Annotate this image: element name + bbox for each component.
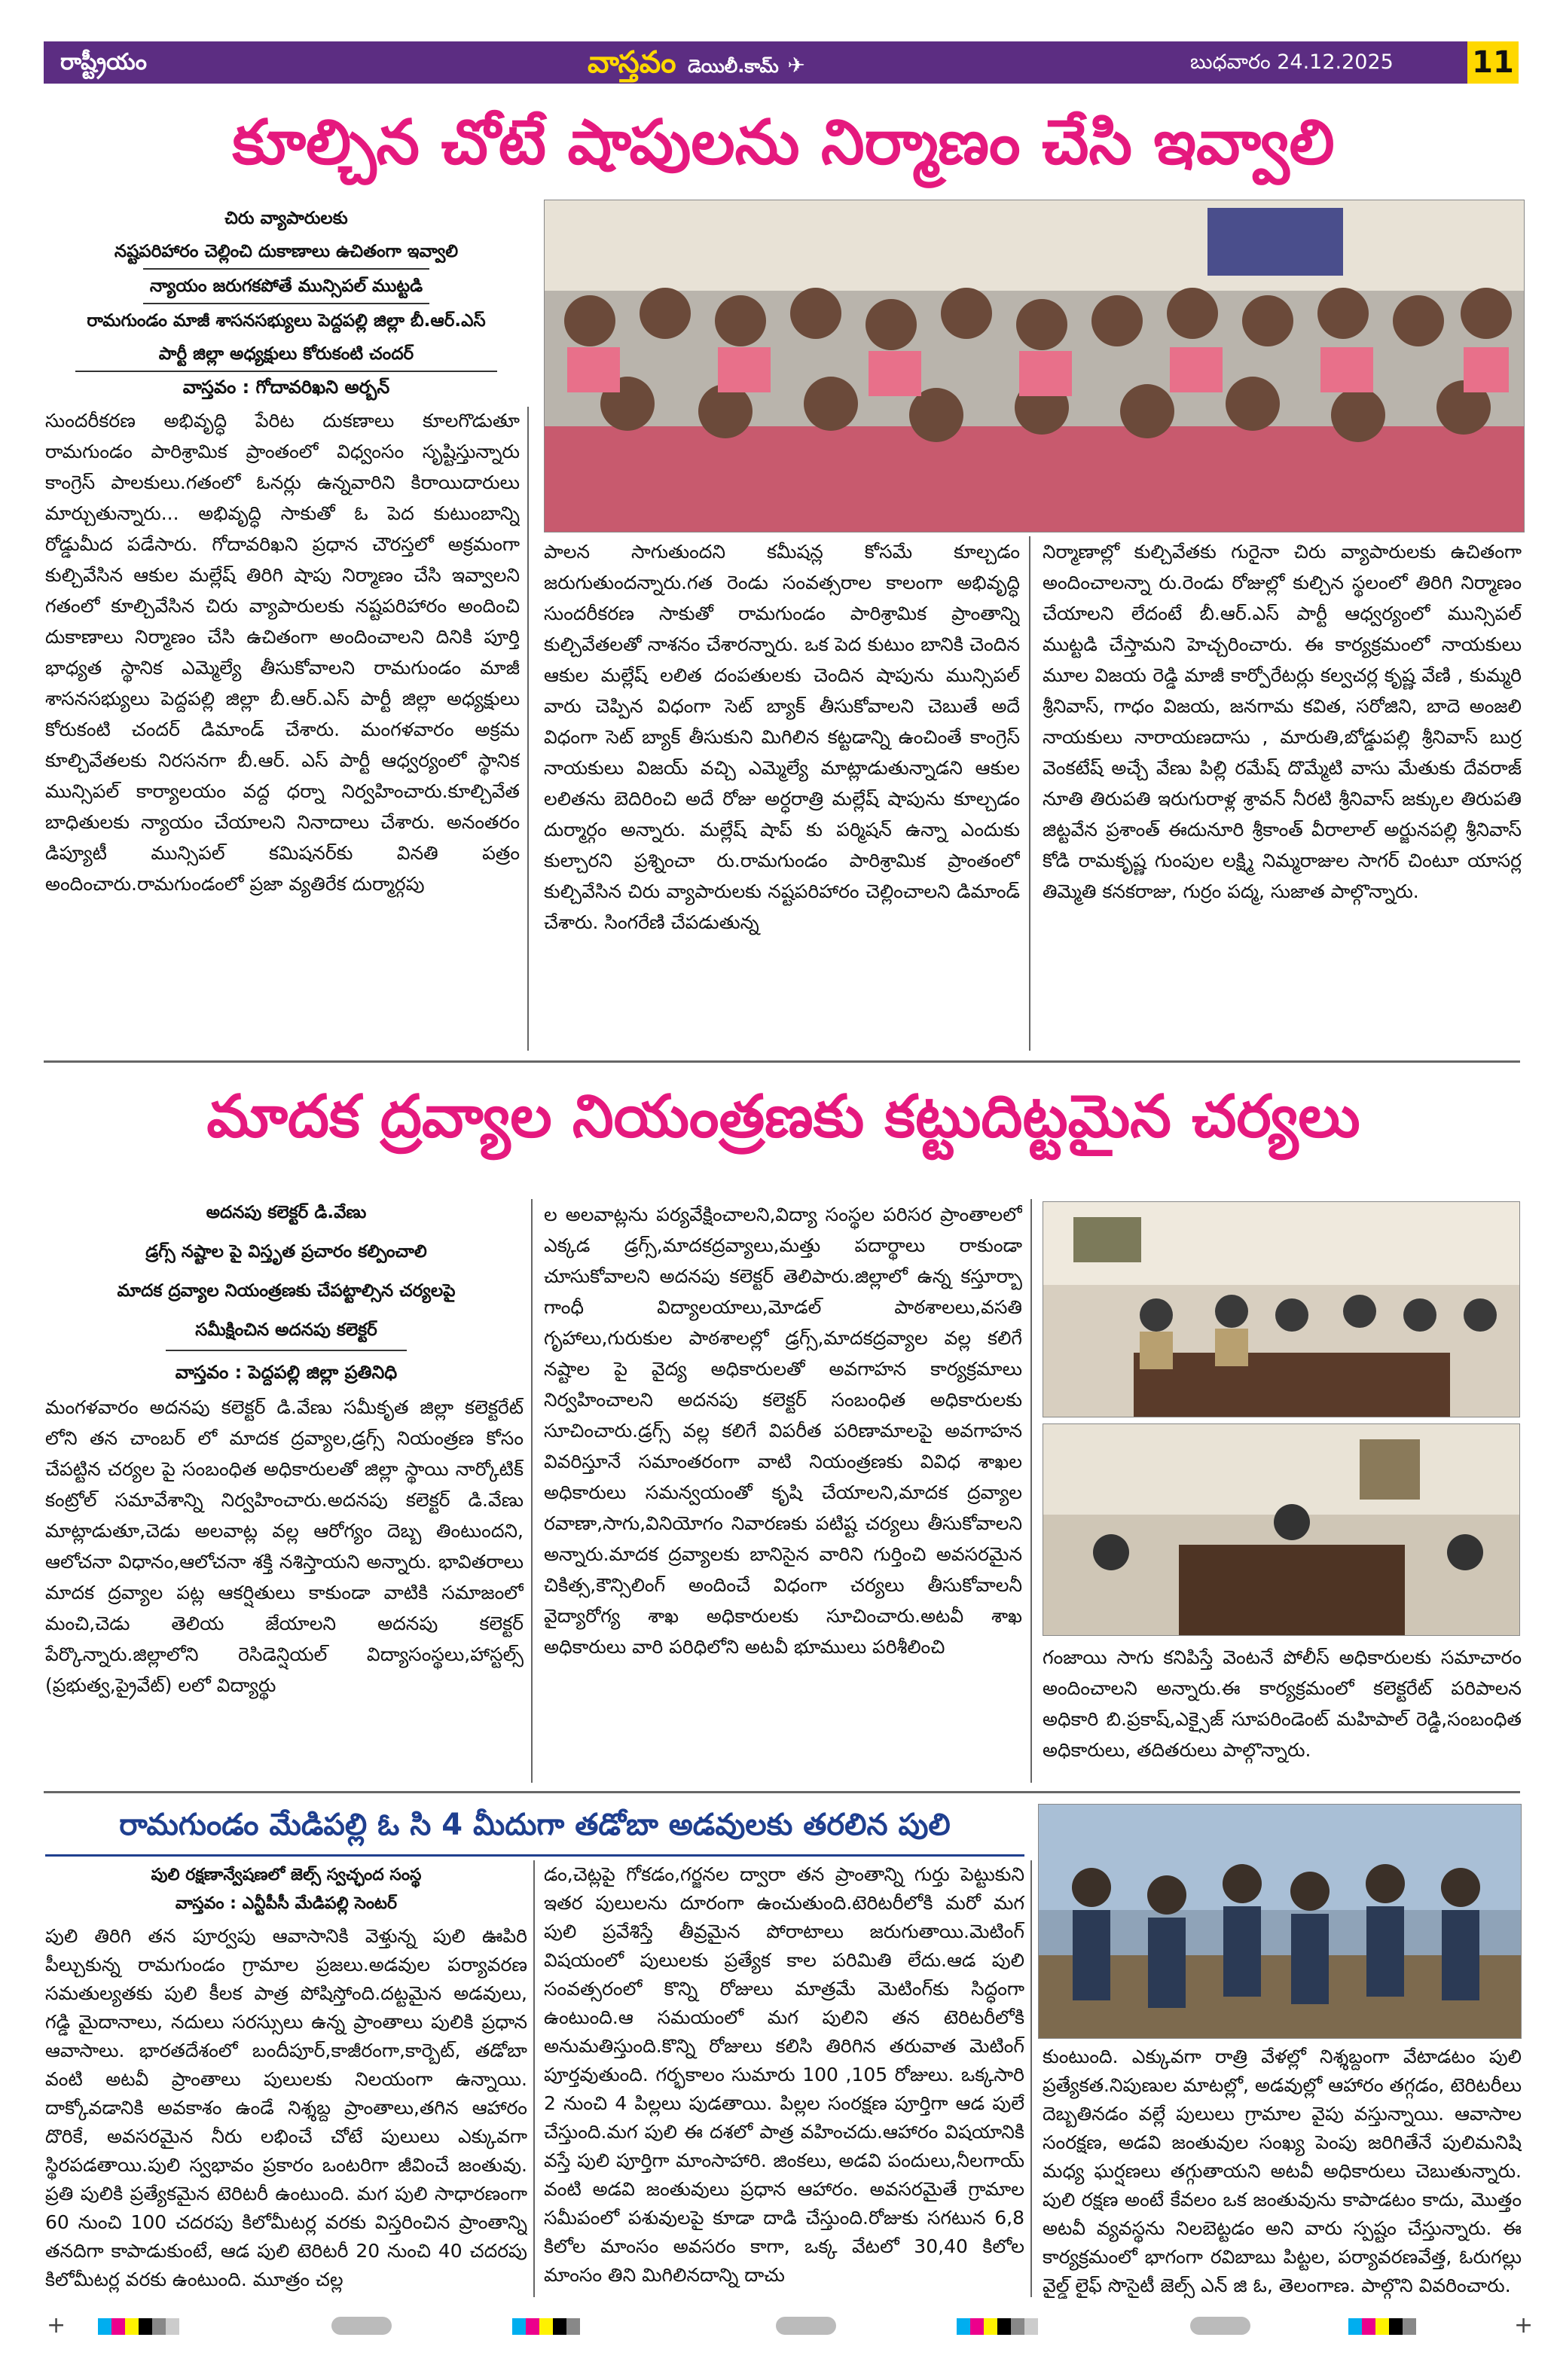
color-bar	[957, 2318, 1038, 2335]
masthead-suffix: డెయిలీ.కామ్	[688, 56, 779, 77]
divider	[531, 1199, 533, 1783]
color-bar	[1348, 2318, 1416, 2335]
article1-subheads	[45, 202, 527, 372]
article3-column-3	[1043, 2043, 1522, 2299]
meeting-room-photo	[1043, 1201, 1520, 1417]
article1-headline: కూల్చిన చోటే షాపులను నిర్మాణం చేసి ఇవ్వాలి	[232, 107, 1335, 178]
forest-team-art	[1039, 1805, 1521, 2038]
article3-col1-text: పులి తిరిగి తన పూర్వపు ఆవాసానికి వెళ్తున్న పులి ఊపిరి పీల్చుకున్న రామగుండం గ్రామాల ప్రజలు.అడవుల పర్యావరణ సమతుల్యతకు పులి కీలక పాత్ర పోషిస్తోంది.దట్టమైన అడవులు, గడ్డి మైదానాలు, నదులు సరస్సులు ఉన్న ప్రాంతాలు పులికి ప్రధాన ఆవాసాలు. భారతదేశంలో బందీపూర్,కాజీరంగా,కార్బెట్, తడోబా వంటి అటవీ ప్రాంతాలు పులులకు నిలయంగా ఉన్నాయి. దాక్కోవడానికి అవకాశం ఉండే నిశ్శబ్ద ప్రాంతాలు,తగిన ఆహారం దొరికే, అవసరమైన నీరు లభించే చోటే పులులు ఎక్కువగా స్థిరపడతాయి.పులి స్వభావం ప్రకారం ఒంటరిగా జీవించే జంతువు. ప్రతి పులికి ప్రత్యేకమైన టెరిటరీ ఉంటుంది. మగ పులి సాధారణంగా 60 నుంచి 100 చదరపు కిలోమీటర్ల వరకు విస్తరించిన ప్రాంతాన్ని తనదిగా కాపాడుకుంటే, ఆడ పులి టెరిటరీ 20 నుంచి 40 చదరపు కిలోమీటర్ల వరకు ఉంటుంది. మూత్రం చల్ల	[45, 1925, 527, 2290]
article3-col2-text: డం,చెట్లపై గోకడం,గర్జనల ద్వారా తన ప్రాంతాన్ని గుర్తు పెట్టుకుని ఇతర పులులను దూరంగా ఉంచుతుంది.టెరిటరీలోకి మరో మగ పులి ప్రవేశిస్తే తీవ్రమైన పోరాటాలు జరుగుతాయి.మెటింగ్ విషయంలో పులులకు ప్రత్యేక కాల పరిమితి లేదు.ఆడ పులి సంవత్సరంలో కొన్ని రోజులు మాత్రమే మెటింగ్‌కు సిద్ధంగా ఉంటుంది.ఆ సమయంలో మగ పులిని తన టెరిటరీలోకి అనుమతిస్తుంది.కొన్ని రోజులు కలిసి తిరిగిన తరువాత మెటింగ్ పూర్తవుతుంది. గర్భకాలం సుమారు 100 ,105 రోజులు. ఒక్కసారి 2 నుంచి 4 పిల్లలు పుడతాయి. పిల్లల సంరక్షణ పూర్తిగా ఆడ పులే చేస్తుంది.మగ పులి ఈ దశలో పాత్ర వహించదు.ఆహారం విషయానికి వస్తే పులి పూర్తిగా మాంసాహారి. జింకలు, అడవి పందులు,నీలగాయ్ వంటి అడవి జంతువులు ప్రధాన ఆహారం. అవసరమైతే గ్రామాల సమీపంలో పశువులపై కూడా దాడి చేస్తుంది.రోజుకు సగటున 6,8 కిలోల మాంసం అవసరం కాగా, ఒక్క వేటలో 30,40 కిలోల మాంసం తిని మిగిలినదాన్ని దాచు	[544, 1863, 1024, 2286]
collector-chamber-art	[1043, 1424, 1519, 1635]
article3-column-2	[544, 1860, 1024, 2299]
divider	[1030, 1860, 1032, 2297]
protest-photo-art	[545, 200, 1524, 532]
registration-pill	[776, 2317, 836, 2335]
article2-headline: మాదక ద్రవ్యాల నియంత్రణకు కట్టుదిట్టమైన చర్యలు	[206, 1083, 1360, 1151]
article2-dateline: వాస్తవం : పెద్దపల్లి జిల్లా ప్రతినిధి	[175, 1362, 398, 1383]
divider	[44, 1791, 1520, 1793]
subhead-line: సమీక్షించిన అదనపు కలెక్టర్	[166, 1311, 407, 1351]
article3-dateline: వాస్తవం : ఎన్టీపీసీ మేడిపల్లి సెంటర్	[175, 1894, 398, 1913]
article2-column-2	[544, 1199, 1022, 1783]
article1-col2-text: పాలన సాగుతుందని కమీషన్ల కోసమే కూల్చడం జరుగుతుందన్నారు.గత రెండు సంవత్సరాల కాలంగా అభివృద్ధి సుందరీకరణ సాకుతో రామగుండం పారిశ్రామిక ప్రాంతాన్ని కుల్చివేతలతో నాశనం చేశారన్నారు. ఒక పెద కుటుం బానికి చెందిన ఆకుల మల్లేష్ లలిత దంపతులకు చెందిన షాపును మున్సిపల్ వారు చెప్పిన విధంగా సెట్ బ్యాక్ తీసుకోవాలని చెబుతే అదే విధంగా సెట్ బ్యాక్ తీసుకుని మిగిలిన కట్టడాన్ని ఉంచింతే కాంగ్రెస్ నాయకులు విజయ్ వచ్చి ఎమ్మెల్యే మాట్లాడుతున్నాడని ఆకుల లలితను బెదిరించి అదే రోజు అర్ధరాత్రి మల్లేష్ షాపును కూల్చడం దుర్మార్గం అన్నారు. మల్లేష్ షాప్ కు పర్మిషన్ ఉన్నా ఎందుకు కుల్చారని ప్రశ్నించా రు.రామగుండం పారిశ్రామిక ప్రాంతంలో కుల్చివేసిన చిరు వ్యాపారులకు నష్టపరిహారం చెల్లించాలని డిమాండ్ చేశారు. సింగరేణి చేపడుతున్న	[544, 541, 1020, 933]
subhead-line: అదనపు కలెక్టర్ డి.వేణు	[206, 1203, 367, 1222]
divider	[44, 1060, 1520, 1063]
article2-col1-text: మంగళవారం అదనపు కలెక్టర్ డి.వేణు సమీకృత జిల్లా కలెక్టరేట్ లోని తన చాంబర్ లో మాదక ద్రవ్యాల,డ్రగ్స్ నియంత్రణ కోసం చేపట్టిన చర్యల పై సంబంధిత అధికారులతో జిల్లా స్థాయి నార్కోటిక్ కంట్రోల్ సమావేశాన్ని నిర్వహించారు.అదనపు కలెక్టర్ డి.వేణు మాట్లాడుతూ,చెడు అలవాట్ల వల్ల ఆరోగ్యం దెబ్బ తింటుందని, ఆలోచనా విధానం,ఆలోచనా శక్తి నశిస్తాయని అన్నారు. భావితరాలు మాదక ద్రవ్యాల పట్ల ఆకర్షితులు కాకుండా వాటికి సమాజంలో మంచి,చెడు తెలియ జేయాలని అదనపు కలెక్టర్ పేర్కొన్నారు.జిల్లాలోని రెసిడెన్షియల్ విద్యాసంస్థలు,హాస్టల్స్ (ప్రభుత్వ,ప్రైవేట్) లలో విద్యార్థు	[45, 1396, 524, 1696]
color-bar	[98, 2318, 179, 2335]
crosshair-icon: +	[47, 2312, 66, 2339]
collector-chamber-photo	[1043, 1423, 1520, 1636]
divider	[533, 1860, 535, 2297]
article3-column-1	[45, 1922, 527, 2299]
protest-group-photo	[544, 200, 1525, 532]
article1-dateline: వాస్తవం : గోదావరిఖని అర్బన్	[182, 377, 390, 398]
section-label: రాష్ట్రీయం	[60, 49, 147, 75]
article2-column-3	[1043, 1642, 1522, 1783]
subhead-line: నష్టపరిహారం చెల్లించి దుకాణాలు ఉచితంగా ఇవ్వాలి	[114, 242, 459, 261]
divider	[1030, 1199, 1032, 1783]
crosshair-icon: +	[1514, 2312, 1534, 2339]
article2-subheads	[45, 1193, 527, 1351]
article3-col3-text: కుంటుంది. ఎక్కువగా రాత్రి వేళల్లో నిశ్శబ్దంగా వేటాడటం పులి ప్రత్యేకత.నిపుణుల మాటల్లో, అడవుల్లో ఆహారం తగ్గడం, టెరిటరీలు దెబ్బతినడం వల్లే పులులు గ్రామాల వైపు వస్తున్నాయి. ఆవాసాల సంరక్షణ, అడవి జంతువుల సంఖ్య పెంపు జరిగితేనే పులిమనిషి మధ్య ఘర్షణలు తగ్గుతాయని అటవీ అధికారులు చెబుతున్నారు. పులి రక్షణ అంటే కేవలం ఒక జంతువును కాపాడటం కాదు, మొత్తం అటవీ వ్యవస్థను నిలబెట్టడం అని వారు స్పష్టం చేస్తున్నారు. ఈ కార్యక్రమంలో భాగంగా రవిబాబు పిట్టల, పర్యావరణవేత్త, ఓరుగల్లు వైల్డ్ లైఫ్ సొసైటీ జెల్స్ ఎన్ జి ఓ, తెలంగాణ. పాల్గొని వివరించారు.	[1043, 2046, 1522, 2296]
article1-column-3	[1043, 536, 1522, 1053]
issue-date: బుధవారం 24.12.2025	[1190, 50, 1394, 74]
divider	[1029, 536, 1030, 1051]
article1-column-2	[544, 536, 1020, 1053]
subhead-line: రామగుండం మాజీ శాసనసభ్యులు పెద్దపల్లి జిల్లా బీ.ఆర్.ఎస్	[87, 311, 486, 331]
registration-pill	[1190, 2317, 1250, 2335]
bird-icon: ✈	[787, 53, 805, 78]
article1-col1-text: సుందరీకరణ అభివృద్ధి పేరిట దుకణాలు కూలగొడుతూ రామగుండం పారిశ్రామిక ప్రాంతంలో విధ్వంసం సృష్టిస్తున్నారు కాంగ్రెస్ పాలకులు.గతంలో ఓనర్లు ఉన్నవారిని కిరాయిదారులు మార్చుతున్నారు... అభివృద్ధి సాకుతో ఓ పెద కుటుంబాన్ని రోడ్డుమీద పడేసారు. గోదావరిఖని ప్రధాన చౌరస్తలో అక్రమంగా కుల్చివేసిన ఆకుల మల్లేష్ తిరిగి షాపు నిర్మాణం చేసి ఇవ్వాలని గతంలో కూల్చివేసిన చిరు వ్యాపారులకు నష్టపరిహారం అందించి దుకాణాలు నిర్మాణం చేసి ఉచితంగా అందించాలని దినికి పూర్తి భాధ్యత స్థానిక ఎమ్మెల్యే తీసుకోవాలని రామగుండం మాజీ శాసనసభ్యులు పెద్దపల్లి జిల్లా బీ.ఆర్.ఎస్ పార్టీ జిల్లా అధ్యక్షులు కోరుకంటి చందర్ డిమాండ్ చేశారు. మంగళవారం అక్రమ కూల్చివేతలకు నిరసనగా బీ.ఆర్. ఎస్ పార్టీ ఆధ్వర్యంలో స్థానిక మున్సిపల్ కార్యాలయం వద్ద ధర్నా నిర్వహించారు.కూల్చివేత బాధితులకు న్యాయం చేయాలని నినాదాలు చేశారు. అనంతరం డిప్యూటీ మున్సిపల్ కమిషనర్‌కు వినతి పత్రం అందించారు.రామగుండంలో ప్రజా వ్యతిరేక దుర్మార్గపు	[45, 410, 520, 895]
headline-underline	[45, 1854, 1024, 1857]
forest-team-photo	[1038, 1804, 1522, 2039]
article2-column-1	[45, 1392, 524, 1783]
article1-col3-text: నిర్మాణాల్లో కుల్చివేతకు గురైనా చిరు వ్యాపారులకు ఉచితంగా అందించాలన్నా రు.రెండు రోజుల్లో కుల్చిన స్థలంలో తిరిగి నిర్మాణం చేయాలని లేదంటే బీ.ఆర్.ఎస్ పార్టీ ఆధ్వర్యంలో మున్సిపల్ ముట్టడి చేస్తామని హెచ్చరించారు. ఈ కార్యక్రమంలో నాయకులు మూల విజయ రెడ్డి మాజీ కార్పోరేటర్లు కల్వచర్ల కృష్ణ వేణి , కుమ్మరి శ్రీనివాస్, గాధం విజయ, జనగామ కవిత, సరోజిని, బాదె అంజలి నాయకులు నారాయణదాసు , మారుతి,బోడ్డుపల్లి శ్రీనివాస్ బుర్ర వెంకటేష్ అచ్చే వేణు పిల్లి రమేష్ దొమ్మేటి వాసు మేతుకు దేవరాజ్ నూతి తిరుపతి ఇరుగురాళ్ల శ్రావన్ నీరటి శ్రీనివాస్ జక్కుల తిరుపతి జిట్టవేన ప్రశాంత్ ఈదునూరి శ్రీకాంత్ వీరాలాల్ అర్జునపల్లి శ్రీనివాస్ కోడి రామకృష్ణ గుంపుల లక్ష్మి నిమ్మరాజుల సాగర్ చింటూ యాసర్ల తిమ్మెతి కనకరాజు, గుర్రం పద్మ, సుజాత పాల్గొన్నారు.	[1043, 541, 1522, 902]
subhead-line: చిరు వ్యాపారులకు	[224, 209, 348, 228]
article2-col3-text: గంజాయి సాగు కనిపిస్తే వెంటనే పోలీస్ అధికారులకు సమాచారం అందించాలని అన్నారు.ఈ కార్యక్రమంలో కలెక్టరేట్ పరిపాలన అధికారి బి.ప్రకాష్,ఎక్సైజ్ సూపరిండెంట్ మహిపాల్ రెడ్డి,సంబంధిత అధికారులు, తదితరులు పాల్గొన్నారు.	[1043, 1646, 1522, 1761]
article3-headline: రామగుండం మేడిపల్లి ఓ సి 4 మీదుగా తడోబా అడవులకు తరలిన పులి	[119, 1808, 951, 1842]
meeting-room-art	[1043, 1202, 1519, 1417]
article3-subhead: పులి రక్షణాన్వేషణలో జెల్స్ స్వచ్ఛంద సంస్థ	[151, 1866, 422, 1884]
masthead-title: వాస్తవం	[588, 45, 676, 80]
subhead-line: మాదక ద్రవ్యాల నియంత్రణకు చేపట్టాల్సిన చర్యలపై	[117, 1281, 456, 1301]
page-number: 11	[1467, 41, 1519, 84]
subhead-line: పార్టీ జిల్లా అధ్యక్షులు కోరుకంటి చందర్	[75, 337, 497, 372]
divider	[527, 407, 529, 1051]
subhead-line: న్యాయం జరుగకపోతే మున్సిపల్ ముట్టడి	[143, 268, 429, 304]
article1-column-1	[45, 405, 520, 1053]
color-bar	[512, 2318, 580, 2335]
registration-pill	[331, 2317, 392, 2335]
article2-col2-text: ల అలవాట్లను పర్యవేక్షించాలని,విద్యా సంస్థల పరిసర ప్రాంతాలలో ఎక్కడ డ్రగ్స్,మాదకద్రవ్యాలు,మత్తు పదార్థాలు రాకుండా చూసుకోవాలని అదనపు కలెక్టర్ తెలిపారు.జిల్లాలో ఉన్న కస్తూర్బా గాంధీ విద్యాలయాలు,మోడల్ పాఠశాలలు,వసతి గృహాలు,గురుకుల పాఠశాలల్లో డ్రగ్స్,మాదకద్రవ్యాల వల్ల కలిగే నష్టాల పై వైద్య అధికారులతో అవగాహన కార్యక్రమాలు నిర్వహించాలని అదనపు కలెక్టర్ సంబంధిత అధికారులకు సూచించారు.డ్రగ్స్ వల్ల కలిగే విపరీత పరిణామాలపై అవగాహన వివరిస్తూనే సమాంతరంగా వాటి నియంత్రణకు వివిధ శాఖల అధికారులు సమన్వయంతో కృషి చేయాలని,మాదక ద్రవ్యాల రవాణా,సాగు,వినియోగం నివారణకు పటిష్ట చర్యలు తీసుకోవాలని అన్నారు.మాదక ద్రవ్యాలకు బానిసైన వారిని గుర్తించి అవసరమైన చికిత్స,కౌన్సిలింగ్ అందించే విధంగా చర్యలు తీసుకోవాలనీ వైద్యారోగ్య శాఖ అధికారులకు సూచించారు.అటవీ శాఖ అధికారులు వారి పరిధిలోని అటవీ భూములు పరిశీలించి	[544, 1204, 1022, 1658]
masthead	[588, 44, 805, 81]
subhead-line: డ్రగ్స్ నష్టాల పై విస్తృత ప్రచారం కల్పించాలి	[145, 1242, 427, 1262]
